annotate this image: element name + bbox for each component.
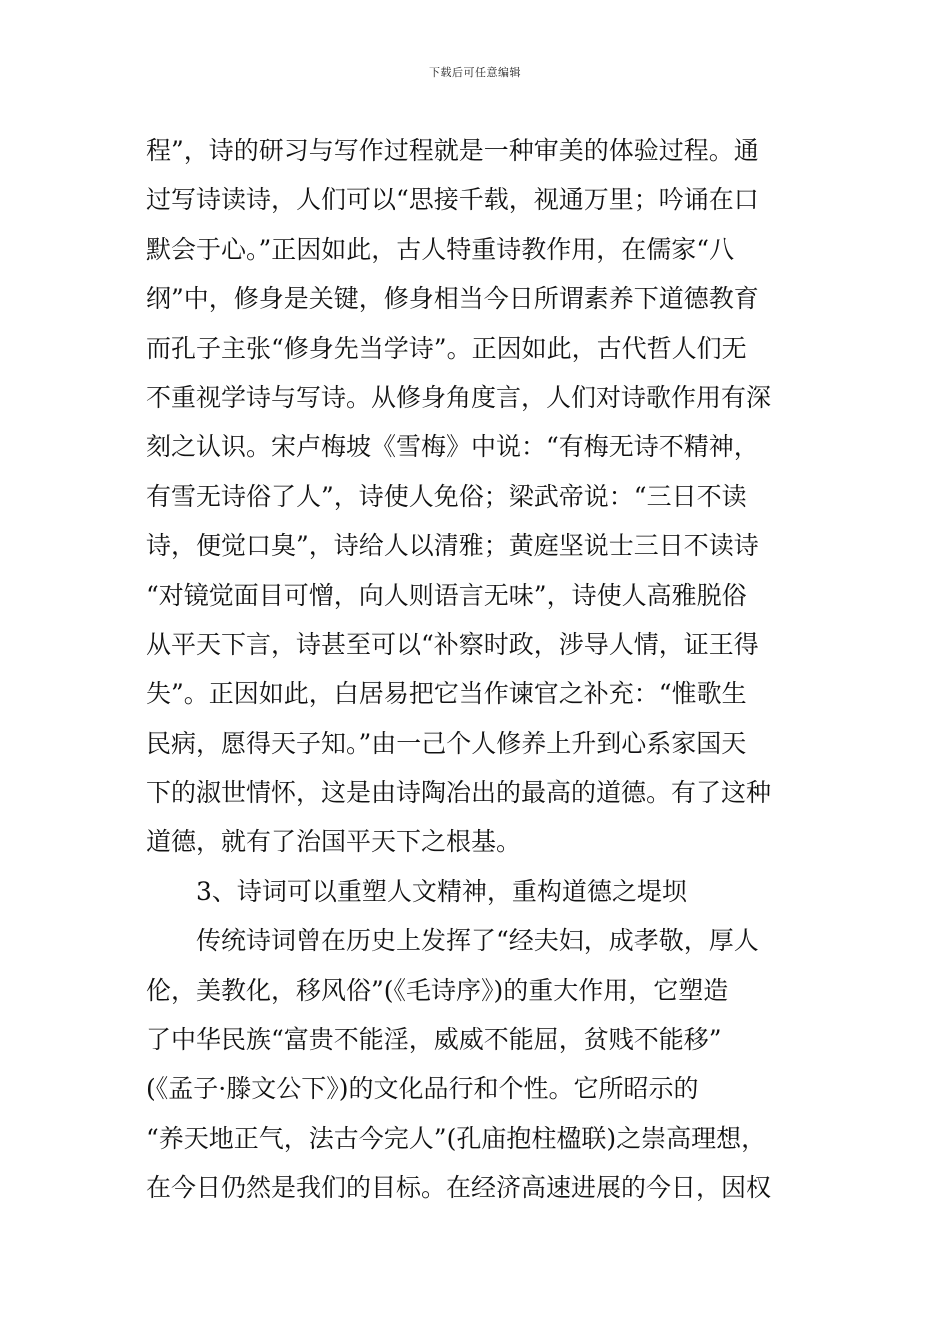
text-line: 纲”中，修身是关键，修身相当今日所谓素养下道德教育 <box>146 284 759 314</box>
body-text <box>146 126 826 1213</box>
paragraph-start: 传统诗词曾在历史上发挥了“经夫妇，成孝敬，厚人 <box>196 926 759 956</box>
text-line: 在今日仍然是我们的目标。在经济高速进展的今日，因权 <box>146 1173 772 1203</box>
text-line: 下的淑世情怀，这是由诗陶冶出的最高的道德。有了这种 <box>146 778 772 808</box>
page-header: 下载后可任意编辑 <box>429 66 521 79</box>
text-line: 民病，愿得天子知。”由一己个人修养上升到心系家国天 <box>146 728 747 758</box>
text-line: 伦，美教化，移风俗”(《毛诗序》)的重大作用，它塑造 <box>146 975 729 1005</box>
text-line: “对镜觉面目可憎，向人则语言无味”，诗使人高雅脱俗 <box>146 580 747 610</box>
text-line: 从平天下言，诗甚至可以“补察时政，涉导人情，证王得 <box>146 629 759 659</box>
text-line: 有雪无诗俗了人”，诗使人免俗；梁武帝说：“三日不读 <box>146 481 747 511</box>
text-line: 不重视学诗与写诗。从修身角度言，人们对诗歌作用有深 <box>146 382 772 412</box>
text-line: 刻之认识。宋卢梅坡《雪梅》中说：“有梅无诗不精神， <box>146 432 759 462</box>
text-line: 了中华民族“富贵不能淫，威威不能屈，贫贱不能移” <box>146 1025 722 1055</box>
text-line: (《孟子·滕文公下》)的文化品行和个性。它所昭示的 <box>146 1074 699 1104</box>
text-line: 默会于心。”正因如此，古人特重诗教作用，在儒家“八 <box>146 234 735 264</box>
text-line: 诗，便觉口臭”，诗给人以清雅；黄庭坚说士三日不读诗 <box>146 531 759 561</box>
text-line: 道德，就有了治国平天下之根基。 <box>146 827 522 857</box>
text-line: 过写诗读诗，人们可以“思接千载，视通万里；吟诵在口 <box>146 185 759 215</box>
text-line: 程”，诗的研习与写作过程就是一种审美的体验过程。通 <box>146 136 759 165</box>
text-line: “养天地正气，法古今完人”(孔庙抱柱楹联)之崇高理想， <box>146 1123 767 1153</box>
section-heading: 3、诗词可以重塑人文精神，重构道德之堤坝 <box>196 876 687 906</box>
text-line: 失”。正因如此，白居易把它当作谏官之补充：“惟歌生 <box>146 679 747 709</box>
text-line: 而孔子主张“修身先当学诗”。正因如此，古代哲人们无 <box>146 333 747 363</box>
